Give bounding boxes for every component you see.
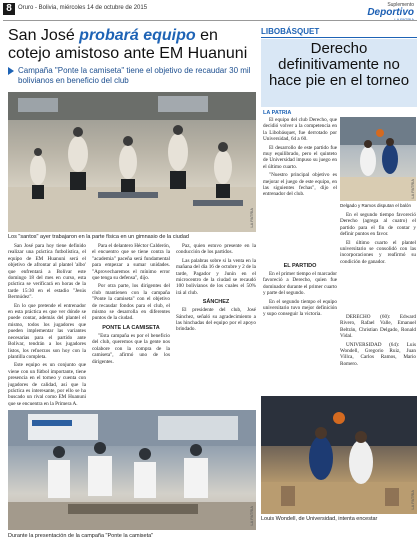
sidebar-kicker: LA PATRIA	[263, 110, 292, 116]
photo1-credit: LA PATRIA	[249, 208, 254, 228]
headline-part-1: San José	[8, 27, 75, 44]
photo3-caption: Delgado y Ramos disputan el balón	[340, 203, 412, 208]
sidebar-paragraph: El equipo del club Derecho, que decidió volver a la competencia en la Libobásquet, fue derrotado por Universidad, 64 a 60.	[263, 117, 337, 143]
page-header	[0, 0, 420, 26]
col3-subhead: SÁNCHEZ	[202, 299, 230, 306]
sidebar-headline: Derecho definitivamente no hace pie en el torneo	[268, 40, 410, 89]
main-headline	[8, 27, 258, 63]
sidebar-paragraph: En el segundo tiempo favoreció Derecho (agrega al cuatro) el partido para el fin de contar y definir puntos en favor.	[340, 212, 416, 238]
col2-paragraph: "Esta campaña es por el beneficio del club, queremos que la gente nos colabore con la compra de la camiseta", afirmó uno de los dirigentes.	[92, 332, 170, 365]
sidebar-paragraph: El desarrollo de este partido fue muy equilibrado, pero el quinteto de Universidad impuso su juego en el último cuarto.	[263, 144, 337, 170]
col1-paragraph: Este equipo es un conjunto que viene con un fútbol importante, tiene presencia en el torneo y cuenta con jugadores de calidad, así que la práctica es interesante, por ello se ha buscado un rival como EM Huanuni que se encuentra en la Primera A.	[8, 362, 86, 407]
col3-paragraph: Las palabras sobre si la venta en la mañana del día 16 de octubre y 2 de la tarde, Pagador y Junín en el microcentro de la ciudad se recaudó 100 bolivianos de los cuales el 50% irá al club.	[176, 257, 256, 296]
photo2-caption: Durante la presentación de la campaña "Ponte la camiseta"	[8, 533, 154, 539]
col2-paragraph: Por otra parte, los dirigentes del club mantienen con la campaña "Ponte la camiseta" con el objetivo de recaudar fondos para el club, el mismo se desarrolla en diferentes puntos de la ciudad.	[92, 283, 170, 322]
col2-subhead: PONTE LA CAMISETA	[102, 324, 160, 331]
sidebar-lineups	[340, 314, 416, 394]
sidebar-headline-box	[261, 39, 417, 107]
deck-arrow-icon	[8, 67, 14, 75]
photo4-caption: Louis Wondell, de Universidad, intenta encestar	[261, 516, 378, 522]
lineup-universidad: UNIVERSIDAD (64): Luis Wondell, Gregorio Ruiz, Juan Villca, Carlos Ramos, Mario Romero.	[340, 341, 416, 367]
sidebar-paragraph: En el segundo tiempo el equipo universitario tuvo mejor definición y supo conseguir la victoria.	[263, 298, 337, 318]
shooting-photo	[261, 396, 417, 514]
sidebar-column-b	[263, 260, 337, 392]
main-column-2	[92, 243, 170, 407]
photo2-credit: LA PATRIA	[249, 506, 254, 526]
lineup-derecho: DERECHO (60): Edward Rivero, Rafael Valle, Emanuel Beltrán, Christian Delgado, Ronald Vidal.	[340, 314, 416, 340]
sidebar-paragraph: En el primer tiempo el marcador favoreció a Derecho, quien fue dominador durante el primer cuarto y parte del segundo.	[263, 271, 337, 297]
headline-part-2: en cotejo amistoso ante EM Huanuni	[8, 27, 248, 62]
sidebar-paragraph: "Nuestro principal objetivo es mejorar el juego de este equipo, en las siguientes fechas", dijo el entrenador del club.	[263, 172, 337, 198]
gym-scene	[8, 92, 256, 232]
header-rule	[3, 20, 417, 21]
headline-highlight: probará equipo	[79, 27, 196, 44]
deck-text: Campaña "Ponte la camiseta" tiene el objetivo de recaudar 30 mil bolivianos en beneficio del club	[18, 66, 251, 85]
main-column-3	[176, 243, 256, 407]
campaign-scene	[8, 410, 256, 530]
photo1-caption: Los "santos" ayer trabajaron en la parte física en un gimnasio de la ciudad	[8, 234, 189, 240]
main-column-1	[8, 243, 86, 407]
col3-paragraph: El presidente del club, José Sánchez, señaló su agradecimiento a las hinchadas del equipo por el apoyo brindado.	[176, 307, 256, 333]
sidebar-column-a	[263, 117, 337, 257]
campaign-photo	[8, 410, 256, 530]
col1-paragraph: San José para hoy tiene definido realizar una práctica futbolística, el equipo de EM Huanuni será el objetivo de afrontar al plantel 'albo' que enfrentará a Bolívar este domingo 18 del mes en curso, esta práctica se verificará en horas de la tarde 15:30 en el estadio "Jesús Bermúdez".	[8, 243, 86, 301]
logo-brand: Deportivo	[367, 7, 414, 18]
photo3-credit: LA PATRIA	[410, 179, 415, 199]
dateline: Oruro - Bolivia, miércoles 14 de octubre de 2015	[18, 5, 148, 11]
section-logo	[352, 2, 414, 20]
sidebar-subhead: EL PARTIDO	[283, 263, 317, 269]
main-deck	[8, 66, 258, 85]
sidebar-paragraph: El último cuarto el plantel universitario se consolidó con las incorporaciones y reafirmó su condición de ganador.	[340, 239, 416, 265]
sidebar-column-c	[340, 212, 416, 312]
col2-paragraph: Para el delantero Héctor Calderón, el encuentro que se tiene contra la "academia" paceña será fundamental para empezar a sumar unidades. "Aprovecharemos el mínimo error que tenga su defensa", dijo.	[92, 243, 170, 282]
basketball-scene	[340, 117, 416, 201]
col1-paragraph: En lo que pretende el entrenador en esta práctica es que ver dónde se puede contar, además del plantel el mismo, todos los jugadores que pueden implementar las variantes necesarias para el partido ante Bolívar, tendrán a los jugadores listos, los refuerzos son hoy con la plantilla completa.	[8, 302, 86, 360]
shooting-scene	[261, 396, 417, 514]
page-number: 8	[3, 3, 15, 15]
sidebar-section-label: LIBOBÁSQUET	[261, 27, 417, 38]
photo4-credit: LA PATRIA	[410, 490, 415, 510]
gym-photo	[8, 92, 256, 232]
col3-paragraph: Paz, quien estuvo presente en la conducción de los partidos.	[176, 243, 256, 256]
logo-top: Suplemento	[387, 2, 414, 8]
basketball-photo	[340, 117, 416, 201]
